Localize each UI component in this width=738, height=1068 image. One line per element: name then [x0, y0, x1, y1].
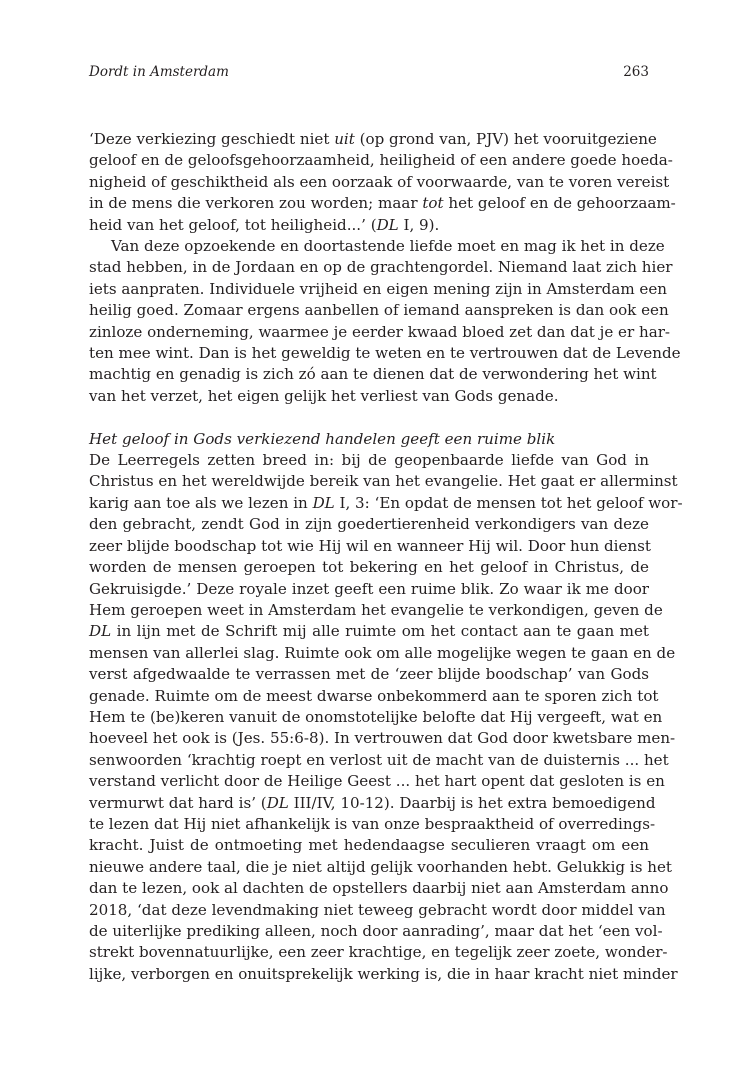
text-line: iets aanpraten. Individuele vrijheid en eigen mening zijn in Amsterdam een [89, 279, 668, 298]
text-run: Hem te (be)keren vanuit de onomstotelijke belofte dat Hij vergeeft, wat en [89, 707, 663, 726]
text-line [89, 621, 649, 642]
text-line [89, 215, 649, 236]
italic-term: tot [422, 194, 444, 213]
text-line [89, 471, 678, 492]
text-run: het geloof en de gehoorzaam- [443, 194, 676, 213]
text-run: karig aan toe als we lezen in [89, 493, 313, 512]
text-run: (op grond van, PJV) het vooruitgeziene [354, 130, 657, 148]
text-run: nigheid of geschiktheid als een oorzaak of voorwaarde, van te voren vereist [89, 172, 670, 191]
text-run: hoeveel het ook is (Jes. 55:6-8). In vertrouwen dat God door kwetsbare men- [89, 729, 676, 748]
text-run: I, 3: ‘En opdat de mensen tot het geloof wor- [334, 493, 683, 512]
italic-term: uit [334, 130, 355, 148]
text-run: Christus en het wereldwijde bereik van het evangelie. Het gaat er allerminst [89, 472, 678, 491]
text-run: senwoorden ‘krachtig roept en verlost uit de macht van de duisternis ... het [89, 750, 669, 769]
section-heading: Het geloof in Gods verkiezend handelen geeft een ruime blik [89, 429, 556, 448]
text-line [89, 857, 672, 878]
text-line [89, 878, 669, 899]
text-line [89, 493, 683, 514]
text-line [89, 450, 649, 471]
text-run: I, 9). [398, 215, 440, 234]
text-line [89, 750, 669, 771]
paragraph-amsterdam [89, 236, 681, 407]
text-line: van het verzet, het eigen gelijk het verliest van Gods genade. [89, 386, 559, 405]
text-line: Van deze opzoekende en doortastende liefde moet en mag ik het in deze [111, 237, 665, 256]
text-line [89, 793, 656, 814]
text-line [89, 172, 670, 193]
running-title: Dordt in Amsterdam [89, 64, 229, 80]
text-run: Gekruisigde.’ Deze royale inzet geeft een ruime blik. Zo waar ik me door [89, 579, 649, 598]
text-line [89, 964, 678, 985]
text-line [89, 771, 665, 792]
text-line: heilig goed. Zomaar ergens aanbellen of iemand aanspreken is dan ook een [89, 301, 669, 320]
text-run: lijke, verborgen en onuitsprekelijk werking is, die in haar kracht niet minder [89, 964, 678, 983]
italic-term: DL [376, 215, 399, 234]
text-run: worden de mensen geroepen tot bekering en het geloof in Christus, de [89, 558, 649, 577]
text-line [89, 514, 649, 535]
text-run: vermurwt dat hard is’ ( [89, 793, 267, 812]
page-number: 263 [623, 64, 649, 80]
text-line: machtig en genadig is zich zó aan te dienen dat de verwondering het wint [89, 365, 657, 384]
text-run: te lezen dat Hij niet afhankelijk is van onze bespraaktheid of overredings- [89, 814, 656, 833]
text-line [89, 728, 676, 749]
text-run: Hem geroepen weet in Amsterdam het evangelie te verkondigen, geven de [89, 600, 663, 619]
text-run: in lijn met de Schrift mij alle ruimte om het contact aan te gaan met [111, 622, 649, 641]
italic-term: DL [89, 622, 112, 641]
text-line [89, 814, 656, 835]
text-run: nieuwe andere taal, die je niet altijd gelijk voorhanden hebt. Gelukkig is het [89, 857, 672, 876]
section-gap [89, 407, 649, 428]
italic-term: DL [312, 493, 335, 512]
text-line [89, 921, 663, 942]
text-line [89, 536, 649, 557]
text-line: stad hebben, in de Jordaan en op de grachtengordel. Niemand laat zich hier [89, 258, 673, 277]
running-head [89, 63, 649, 81]
text-line [89, 557, 649, 578]
text-run: kracht. Juist de ontmoeting met hedendaagse seculieren vraagt om een [89, 836, 649, 855]
paragraph-leerregels [89, 450, 683, 985]
body-text [89, 129, 683, 985]
text-run: 2018, ‘dat deze levendmaking niet teweeg gebracht wordt door middel van [89, 900, 666, 919]
paragraph-quote [89, 129, 676, 236]
text-run: verstand verlicht door de Heilige Geest ... het hart opent dat gesloten is en [89, 772, 665, 791]
text-line [89, 664, 649, 685]
text-run: De Leerregels zetten breed in: bij de geopenbaarde liefde van God in [89, 451, 649, 470]
text-run: geloof en de geloofsgehoorzaamheid, heiligheid of een andere goede hoeda- [89, 151, 673, 170]
italic-term: DL [266, 793, 289, 812]
text-run: strekt bovennatuurlijke, een zeer krachtige, en tegelijk zeer zoete, wonder- [89, 943, 668, 962]
text-line [89, 129, 657, 150]
text-run: zeer blijde boodschap tot wie Hij wil en wanneer Hij wil. Door hun dienst [89, 536, 651, 555]
text-run: in de mens die verkoren zou worden; maar [89, 194, 423, 213]
text-run: dan te lezen, ook al dachten de opstellers daarbij niet aan Amsterdam anno [89, 879, 669, 898]
text-run: de uiterlijke prediking alleen, noch door aanrading’, maar dat het ‘een vol- [89, 922, 663, 941]
text-line: ten mee wint. Dan is het geweldig te weten en te vertrouwen dat de Levende [89, 344, 681, 363]
text-line [89, 942, 668, 963]
text-run: verst afgedwaalde te verrassen met de ‘zeer blijde boodschap’ van Gods [89, 665, 649, 684]
text-line [89, 643, 676, 664]
text-line [89, 686, 659, 707]
text-line [89, 835, 649, 856]
text-line [89, 900, 666, 921]
text-run: den gebracht, zendt God in zijn goedertierenheid verkondigers van deze [89, 515, 649, 534]
text-run: mensen van allerlei slag. Ruimte ook om alle mogelijke wegen te gaan en de [89, 643, 676, 662]
text-run: heid van het geloof, tot heiligheid...’ ( [89, 215, 377, 234]
text-line [89, 150, 673, 171]
text-line [89, 600, 663, 621]
text-run: III/IV, 10-12). Daarbij is het extra bemoedigend [288, 793, 656, 812]
text-line [89, 707, 663, 728]
text-run: ‘Deze verkiezing geschiedt niet [89, 130, 335, 148]
text-run: genade. Ruimte om de meest dwarse onbekommerd aan te sporen zich tot [89, 686, 659, 705]
text-line: zinloze onderneming, waarmee je eerder kwaad bloed zet dan dat je er har- [89, 322, 671, 341]
text-line [89, 193, 676, 214]
text-line [89, 579, 649, 600]
